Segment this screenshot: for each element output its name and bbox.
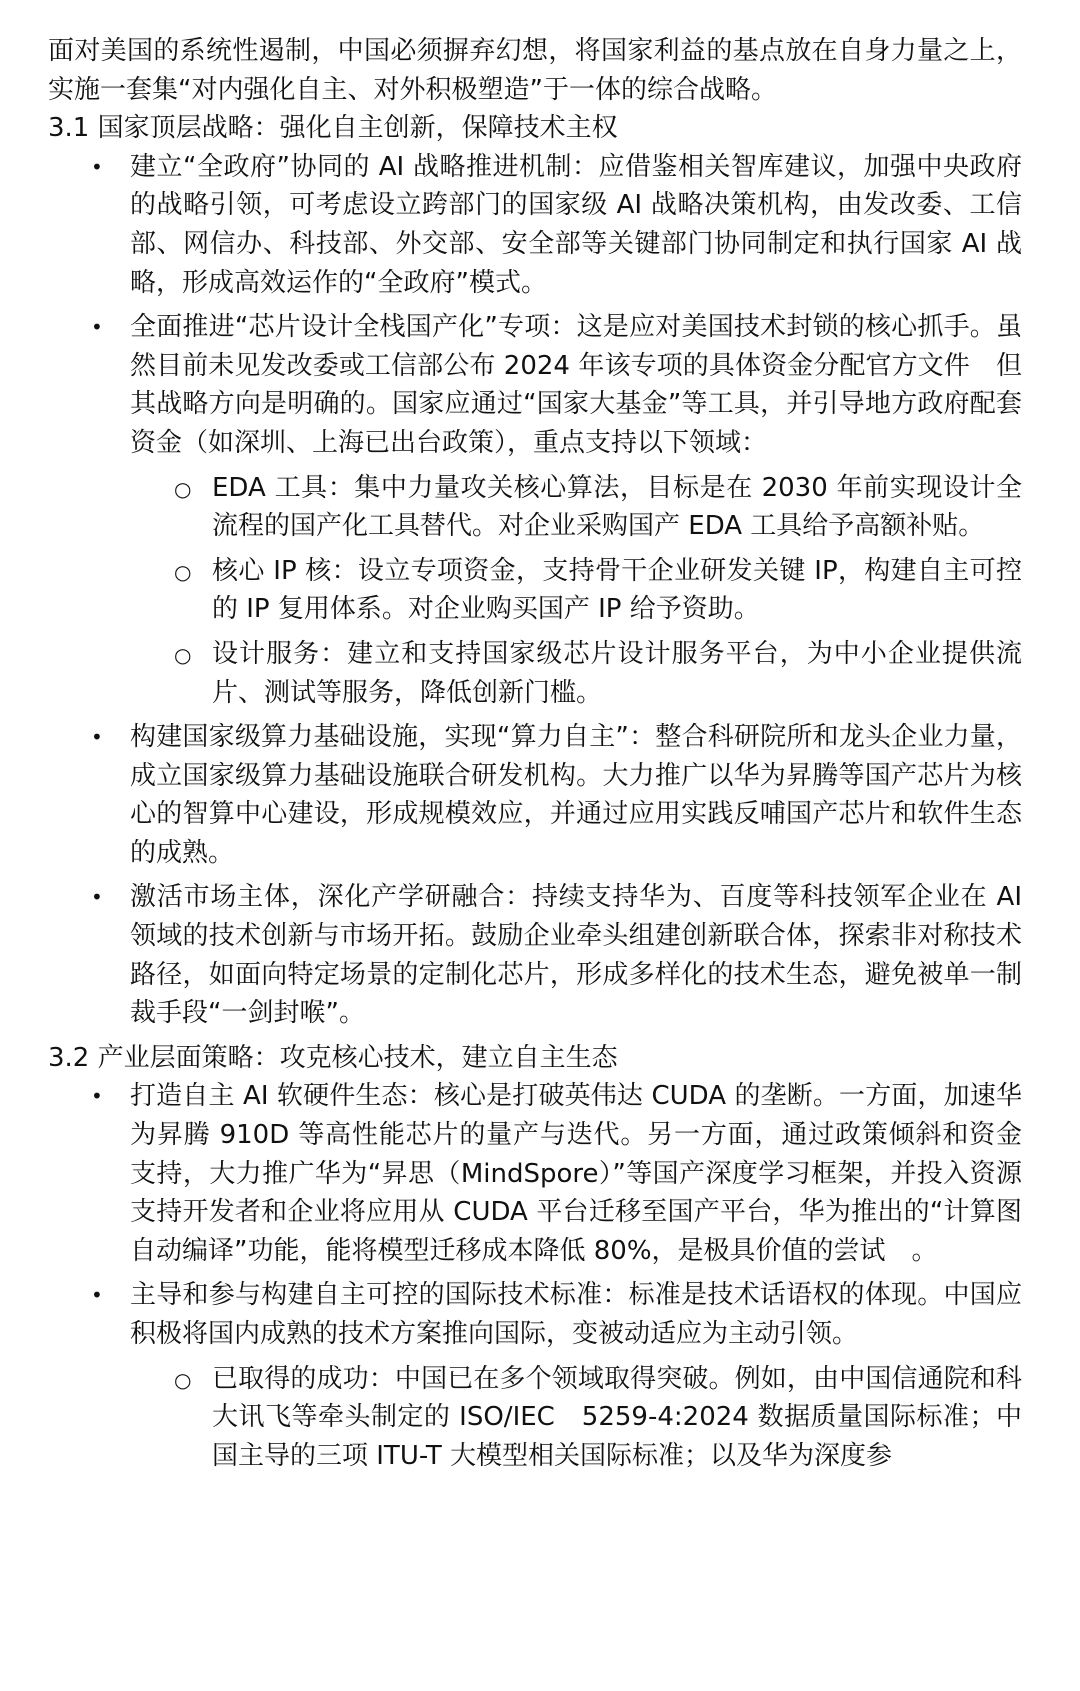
sub-list-item	[130, 552, 1022, 629]
sub-list-item-text: 设计服务：建立和支持国家级芯片设计服务平台，为中小企业提供流片、测试等服务，降低创新门槛。	[212, 638, 1022, 708]
circle-bullet-icon: ○	[174, 559, 192, 584]
list-item	[48, 1077, 1022, 1270]
section-3-2-list	[48, 1077, 1022, 1475]
sub-list-item-text: 已取得的成功：中国已在多个领域取得突破。例如，由中国信通院和科大讯飞等牵头制定的 ISO/IEC 5259-4:2024 数据质量国际标准；中国主导的三项 ITU-T 大模型相关国际标准；以及华为深度参	[212, 1363, 1022, 1471]
section-3-1-list	[48, 148, 1022, 1033]
bullet-icon: •	[91, 1283, 103, 1308]
sub-list-item	[130, 635, 1022, 712]
list-item	[48, 718, 1022, 872]
sub-list-item-text: EDA 工具：集中力量攻关核心算法，目标是在 2030 年前实现设计全流程的国产化工具替代。对企业采购国产 EDA 工具给予高额补贴。	[212, 472, 1022, 542]
section-heading-3-2: 3.2 产业层面策略：攻克核心技术，建立自主生态	[48, 1042, 618, 1073]
list-item-text: 主导和参与构建自主可控的国际技术标准：标准是技术话语权的体现。中国应积极将国内成熟的技术方案推向国际，变被动适应为主动引领。	[130, 1280, 1022, 1349]
bullet-icon: •	[91, 315, 103, 340]
list-item-text: 全面推进“芯片设计全栈国产化”专项：这是应对美国技术封锁的核心抓手。虽然目前未见发改委或工信部公布 2024 年该专项的具体资金分配官方文件 但其战略方向是明确的。国家应通过“国家大基金”等工具，并引导地方政府配套资金（如深圳、上海已出台政策），重点支持以下领域：	[130, 312, 1022, 458]
section-heading-3-1: 3.1 国家顶层战略：强化自主创新，保障技术主权	[48, 113, 618, 144]
bullet-icon: •	[91, 154, 103, 179]
sub-list-item-text: 核心 IP 核：设立专项资金，支持骨干企业研发关键 IP，构建自主可控的 IP 复用体系。对企业购买国产 IP 给予资助。	[212, 555, 1022, 625]
circle-bullet-icon: ○	[174, 1367, 192, 1392]
bullet-icon: •	[91, 1084, 103, 1109]
list-item-text: 建立“全政府”协同的 AI 战略推进机制：应借鉴相关智库建议，加强中央政府的战略引领，可考虑设立跨部门的国家级 AI 战略决策机构，由发改委、工信部、网信办、科技部、外交部、安全部等关键部门协同制定和执行国家 AI 战略，形成高效运作的“全政府”模式。	[130, 151, 1022, 298]
list-item	[48, 878, 1022, 1032]
sub-list-item	[130, 1360, 1022, 1476]
sub-list	[130, 469, 1022, 713]
list-item-text: 构建国家级算力基础设施，实现“算力自主”：整合科研院所和龙头企业力量，成立国家级算力基础设施联合研发机构。大力推广以华为昇腾等国产芯片为核心的智算中心建设，形成规模效应，并通过应用实践反哺国产芯片和软件生态的成熟。	[130, 722, 1022, 868]
list-item	[48, 308, 1022, 712]
intro-paragraph: 面对美国的系统性遏制，中国必须摒弃幻想，将国家利益的基点放在自身力量之上，实施一套集“对内强化自主、对外积极塑造”于一体的综合战略。	[48, 36, 1022, 105]
circle-bullet-icon: ○	[174, 476, 192, 501]
list-item-text: 打造自主 AI 软硬件生态：核心是打破英伟达 CUDA 的垄断。一方面，加速华为昇腾 910D 等高性能芯片的量产与迭代。另一方面，通过政策倾斜和资金支持，大力推广华为“昇思（MindSpore）”等国产深度学习框架，并投入资源支持开发者和企业将应用从 CUDA 平台迁移至国产平台，华为推出的“计算图自动编译”功能，能将模型迁移成本降低 80%，是极具价值的尝试 。	[130, 1081, 1022, 1266]
list-item	[48, 1276, 1022, 1475]
circle-bullet-icon: ○	[174, 642, 192, 667]
list-item-text: 激活市场主体，深化产学研融合：持续支持华为、百度等科技领军企业在 AI 领域的技术创新与市场开拓。鼓励企业牵头组建创新联合体，探索非对称技术路径，如面向特定场景的定制化芯片，形成多样化的技术生态，避免被单一制裁手段“一剑封喉”。	[130, 882, 1022, 1029]
sub-list-item	[130, 469, 1022, 546]
bullet-icon: •	[91, 725, 103, 750]
list-item	[48, 148, 1022, 302]
sub-list	[130, 1360, 1022, 1476]
bullet-icon: •	[91, 885, 103, 910]
